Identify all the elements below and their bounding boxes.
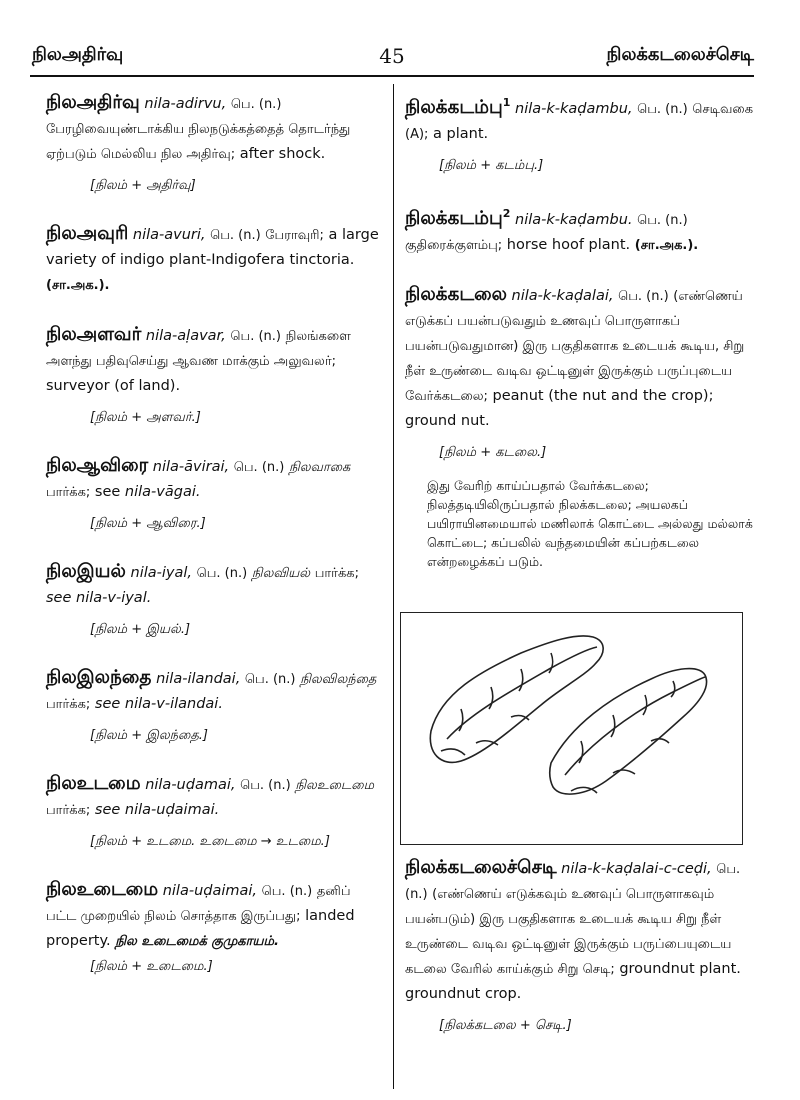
etymology: [நிலம் + உடமை. உடைமை → உடமை.] <box>90 834 330 849</box>
english-gloss: after shock. <box>239 146 326 162</box>
crossref-tamil: நிலவாகை <box>288 460 351 475</box>
source-abbrev: (சா.அக.). <box>46 278 110 293</box>
crossref-tamil: நிலவியல் <box>251 566 311 581</box>
entry-nila-k-kadambu-1 <box>405 90 755 177</box>
english-gloss: a plant. <box>433 126 489 143</box>
transliteration: nila-uḍamai, <box>145 777 236 793</box>
see-english: see <box>94 696 121 712</box>
tamil-definition: பேரழிவையுண்டாக்கிய நிலநடுக்கத்தைத் தொடர்ந்து ஏற்படும் மெல்லிய நில அதிர்வு; <box>46 122 351 162</box>
entry-nila-adirvu <box>46 90 382 197</box>
crossref-transliteration: nila-vāgai. <box>124 484 201 500</box>
entry-nila-iyal <box>46 559 382 641</box>
etymology: [நிலம் + இலந்தை.] <box>90 728 208 743</box>
tamil-definition: செடிவகை (A); <box>405 102 754 143</box>
tamil-definition: (எண்ணெய் எடுக்கப் பயன்படுவதும் உணவுப் பொருளாகப் பயன்படுவதுமான) இரு பகுதிகளாக உடையக் கூடிய, சிறு நீள் உருண்டை வடிவ ஒட்டினுள் இருக்கும் பருப்புடைய வேர்க்கடலை; <box>405 289 745 405</box>
tamil-definition: தனிப் பட்ட முறையில் நிலம் சொத்தாக இருப்பது; <box>46 884 351 924</box>
see-english: see <box>94 484 121 500</box>
peanut-pods-drawing <box>401 613 742 844</box>
transliteration: nila-k-kaḍalai, <box>511 288 614 305</box>
part-of-speech: பெ. (n.) <box>618 289 669 305</box>
header-rule <box>30 75 754 77</box>
transliteration: nila-k-kaḍambu. <box>515 212 633 229</box>
english-gloss: landed property. <box>46 908 355 949</box>
transliteration: nila-uḍaimai, <box>162 883 258 899</box>
see-english: see <box>94 802 121 818</box>
etymology: [நிலம் + இயல்.] <box>90 622 191 637</box>
english-gloss: peanut (the nut and the crop); ground nut. <box>405 388 714 430</box>
part-of-speech: பெ. (n.) <box>244 672 296 687</box>
tamil-definition: நிலங்களை அளந்து பதிவுசெய்து ஆவண மாக்கும் அலுவலர்; <box>46 329 351 369</box>
right-column <box>405 90 755 595</box>
tamil-definition: பேராவுரி; <box>265 228 324 243</box>
left-column <box>46 90 382 1002</box>
crossref-tamil: நிலவிலந்தை <box>300 672 377 687</box>
etymology: [நிலம் + அதிர்வு] <box>90 178 196 193</box>
see-tamil: பார்க்க; <box>314 566 359 581</box>
entry-nila-alavar <box>46 322 382 429</box>
source-abbrev: (சா.அக.). <box>634 238 699 254</box>
guide-word-left: நிலஅதிர்வு <box>32 44 124 65</box>
transliteration: nila-adirvu, <box>144 96 227 112</box>
page-number: 45 <box>379 44 405 68</box>
see-english: see <box>46 590 72 606</box>
entry-nila-k-kadalai-c-cedi <box>405 855 755 1037</box>
usage-phrase: நில உடைமைக் குமுகாயம். <box>115 934 279 949</box>
crossref-transliteration: nila-uḍaimai. <box>124 802 220 818</box>
transliteration: nila-iyal, <box>130 565 192 581</box>
page-header <box>30 44 754 74</box>
transliteration: nila-aḷavar, <box>145 328 226 344</box>
transliteration: nila-k-kaḍambu, <box>515 101 633 118</box>
transliteration: nila-k-kaḍalai-c-ceḍi, <box>561 861 712 877</box>
part-of-speech: பெ. (n.) <box>637 213 688 229</box>
headword: நிலக்கடம்பு$^2$ <box>405 207 511 230</box>
etymology: [நிலம் + ஆவிரை.] <box>90 516 206 531</box>
headword: நிலஆவிரை <box>46 455 149 476</box>
part-of-speech: பெ. (n.) <box>637 102 688 118</box>
homonym-number: 1 <box>502 96 511 109</box>
explanatory-note: இது வேரிற் காய்ப்பதால் வேர்க்கடலை; நிலத்தடியிலிருப்பதால் நிலக்கடலை; அயலகப் பயிராயினமையால் மணிலாக் கொட்டை அல்லது மல்லாக் கொட்டை; கப்பலில் வந்தமையின் கப்பற்கடலை என்றழைக்கப் படும். <box>427 478 753 570</box>
headword: நிலஇலந்தை <box>46 667 152 688</box>
headword: நிலஅளவர் <box>46 324 142 345</box>
etymology: [நிலம் + உடைமை.] <box>90 959 213 974</box>
column-divider <box>393 84 394 1089</box>
english-gloss: surveyor (of land). <box>46 378 181 394</box>
part-of-speech: பெ. (n.) <box>196 566 248 581</box>
crossref-transliteration: nila-v-iyal. <box>76 590 152 606</box>
headword: நிலக்கடலைச்செடி <box>405 857 557 878</box>
entry-nila-avuri <box>46 221 382 298</box>
part-of-speech: பெ. (n.) <box>230 97 282 112</box>
etymology: [நிலம் + அளவர்.] <box>90 410 201 425</box>
headword: நிலக்கடலை <box>405 284 507 306</box>
english-gloss: groundnut plant. groundnut crop. <box>405 961 741 1002</box>
part-of-speech: பெ. (n.) <box>210 228 261 243</box>
peanut-illustration <box>400 612 743 845</box>
part-of-speech: பெ. (n.) <box>230 329 281 344</box>
transliteration: nila-āvirai, <box>152 459 230 475</box>
etymology: [நிலம் + கடலை.] <box>439 445 547 461</box>
english-gloss: a large variety of indigo plant-Indigofera tinctoria. <box>46 227 379 268</box>
transliteration: nila-avuri, <box>132 227 206 243</box>
headword: நிலஉடமை <box>46 773 141 794</box>
transliteration: nila-ilandai, <box>156 671 241 687</box>
part-of-speech: பெ. (n.) <box>240 778 291 793</box>
crossref-transliteration: nila-v-ilandai. <box>124 696 223 712</box>
entry-nila-avirai <box>46 453 382 535</box>
entry-nila-udamai <box>46 771 382 853</box>
see-tamil: பார்க்க; <box>46 803 91 818</box>
homonym-number: 2 <box>502 207 511 221</box>
guide-word-right: நிலக்கடலைச்செடி <box>606 44 754 65</box>
crossref-tamil: நிலஉடைமை <box>295 778 375 793</box>
entry-nila-k-kadambu-2 <box>405 201 755 258</box>
headword: நிலஇயல் <box>46 561 126 582</box>
tamil-definition: குதிரைக்குளம்பு; <box>405 238 503 254</box>
etymology: [நிலம் + கடம்பு.] <box>439 158 544 174</box>
peanut-pod-left <box>430 636 603 762</box>
english-gloss: horse hoof plant. <box>506 237 631 254</box>
part-of-speech: பெ. (n.) <box>405 862 741 902</box>
entry-nila-k-kadalai <box>405 282 755 571</box>
see-tamil: பார்க்க; <box>46 697 91 712</box>
part-of-speech: பெ. (n.) <box>233 460 285 475</box>
headword: நிலஉடைமை <box>46 879 159 900</box>
etymology: [நிலக்கடலை + செடி.] <box>439 1018 572 1033</box>
entry-nila-udaimai <box>46 877 382 978</box>
headword: நிலஅவுரி <box>46 223 129 244</box>
headword: நிலஅதிர்வு <box>46 92 140 113</box>
tamil-definition: (எண்ணெய் எடுக்கவும் உணவுப் பொருளாகவும் பயன்படும்) இரு பகுதிகளாக உடையக் கூடிய சிறு நீள் உருண்டை வடிவ ஒட்டினுள் இருக்கும் பருப்பையுடைய கடலை வேரில் காய்க்கும் சிறு செடி; <box>405 887 732 977</box>
entry-nila-ilandai <box>46 665 382 747</box>
part-of-speech: பெ. (n.) <box>261 884 313 899</box>
headword: நிலக்கடம்பு$^1$ <box>405 96 511 119</box>
see-tamil: பார்க்க; <box>46 485 91 500</box>
peanut-pod-right <box>550 669 707 795</box>
